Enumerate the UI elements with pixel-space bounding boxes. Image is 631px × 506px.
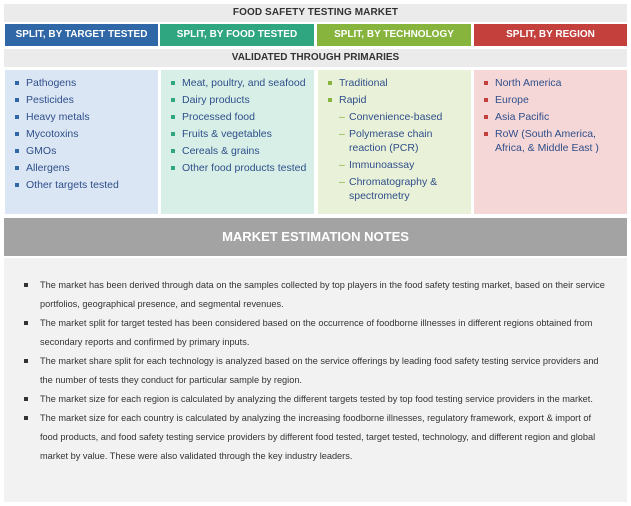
list-item: Processed food: [169, 110, 308, 124]
list-item: Cereals & grains: [169, 144, 308, 158]
food-tested-panel: [161, 70, 314, 214]
split-header-technology: SPLIT, BY TECHNOLOGY: [317, 24, 471, 46]
split-header-food-tested: SPLIT, BY FOOD TESTED: [160, 24, 314, 46]
list-item-rapid: [326, 93, 465, 203]
sub-list-item: – Convenience-based: [339, 110, 465, 124]
split-header-target-tested: SPLIT, BY TARGET TESTED: [5, 24, 158, 46]
notes-body: [4, 258, 627, 502]
sub-list-item: – Polymerase chain reaction (PCR): [339, 127, 465, 155]
page-title: FOOD SAFETY TESTING MARKET: [4, 4, 627, 22]
list-item: RoW (South America, Africa, & Middle East ): [482, 127, 621, 155]
note-item: The market split for target tested has been considered based on the occurrence of foodborne illnesses in different regions obtained from secondary reports and confirmed by primary inputs.: [22, 314, 609, 352]
technology-panel: [318, 70, 471, 214]
list-item: Europe: [482, 93, 621, 107]
list-item: Heavy metals: [13, 110, 152, 124]
list-item: Traditional: [326, 76, 465, 90]
split-header-row: [4, 24, 627, 46]
notes-title: MARKET ESTIMATION NOTES: [4, 218, 627, 256]
note-item: The market size for each country is calculated by analyzing the increasing foodborne illnesses, regulatory framework, export & import of food products, and food safety testing service providers by different food tested, target tested, technology, and different region and global market by value. These were also validated through the key industry leaders.: [22, 409, 609, 466]
note-item: The market share split for each technology is analyzed based on the service offerings by leading food safety testing service providers and the number of tests they conduct for particular sample by region.: [22, 352, 609, 390]
note-item: The market size for each region is calculated by analyzing the different targets tested by top food testing service providers in the market.: [22, 390, 609, 409]
list-item: Pathogens: [13, 76, 152, 90]
note-item: The market has been derived through data on the samples collected by top players in the food safety testing market, based on their service portfolios, geographical presence, and segmental revenues.: [22, 276, 609, 314]
region-list: [482, 76, 621, 155]
list-item: Other food products tested: [169, 161, 308, 175]
list-item-label: Rapid: [339, 94, 367, 106]
split-header-region: SPLIT, BY REGION: [474, 24, 627, 46]
sub-list-item: – Chromatography & spectrometry: [339, 175, 465, 203]
target-tested-list: [13, 76, 152, 192]
rapid-sublist: [339, 110, 465, 203]
list-item: Asia Pacific: [482, 110, 621, 124]
list-item: Mycotoxins: [13, 127, 152, 141]
sub-list-item: – Immunoassay: [339, 158, 465, 172]
list-item: Meat, poultry, and seafood: [169, 76, 308, 90]
region-panel: [474, 70, 627, 214]
validated-banner: VALIDATED THROUGH PRIMARIES: [4, 49, 627, 67]
list-item: GMOs: [13, 144, 152, 158]
food-tested-list: [169, 76, 308, 175]
list-item: Allergens: [13, 161, 152, 175]
notes-list: [22, 276, 609, 466]
technology-list: [326, 76, 465, 203]
list-item: Other targets tested: [13, 178, 152, 192]
list-item: North America: [482, 76, 621, 90]
target-tested-panel: [5, 70, 158, 214]
list-item: Fruits & vegetables: [169, 127, 308, 141]
list-item: Pesticides: [13, 93, 152, 107]
list-item: Dairy products: [169, 93, 308, 107]
